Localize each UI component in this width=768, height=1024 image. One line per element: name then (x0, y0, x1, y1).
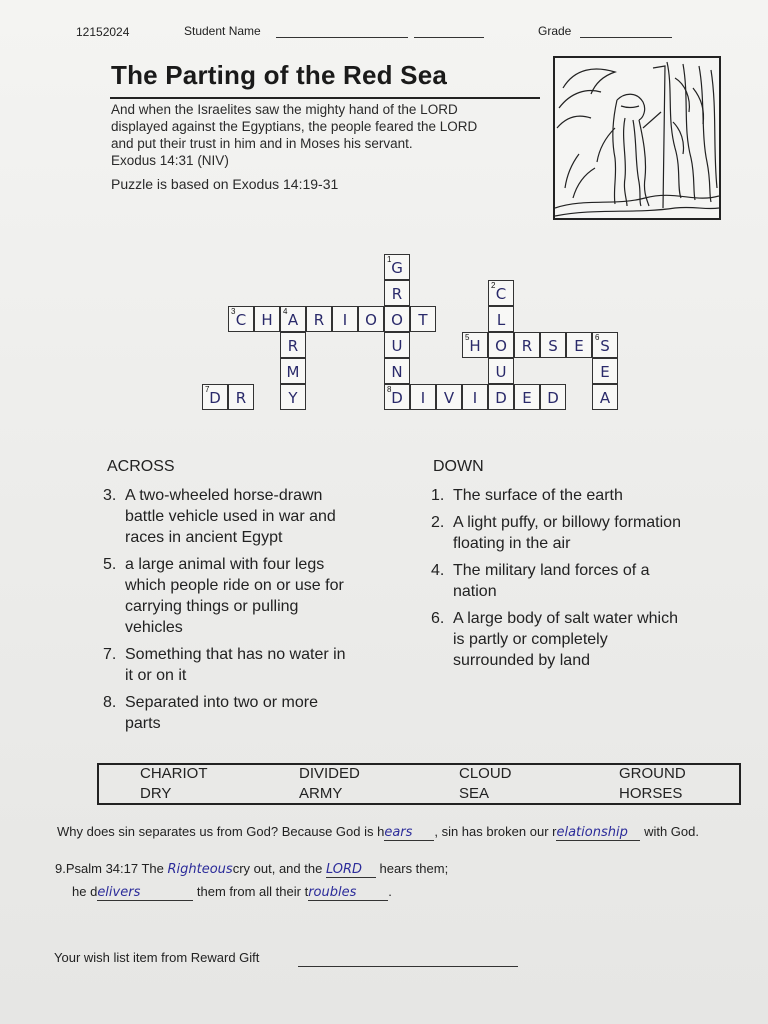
psalm-line-2 (72, 884, 392, 901)
clue-text: floating in the air (453, 535, 571, 552)
clue-text: races in ancient Egypt (125, 529, 283, 546)
student-name-blank-2[interactable] (414, 37, 484, 38)
crossword-cell[interactable] (488, 306, 514, 332)
clue-number: 8. (103, 694, 117, 711)
crossword-cell-letter: I (420, 389, 426, 407)
clue-number: 7. (103, 646, 117, 663)
crossword-cell-letter: E (522, 389, 532, 407)
crossword-cell-letter: I (472, 389, 478, 407)
word-bank-item: DIVIDED (299, 765, 360, 782)
crossword-cell-number: 1 (387, 255, 392, 264)
down-heading: DOWN (433, 458, 484, 475)
word-bank-item: DRY (140, 785, 172, 802)
student-name-label: Student Name (184, 24, 261, 38)
puzzle-basis: Puzzle is based on Exodus 14:19-31 (111, 176, 339, 192)
crossword-cell[interactable] (228, 384, 254, 410)
answer-delivers[interactable]: elivers (97, 885, 193, 901)
clue-text: carrying things or pulling (125, 598, 299, 615)
psalm-text-6: . (388, 884, 392, 899)
grade-label: Grade (538, 24, 572, 38)
crossword-cell[interactable] (280, 332, 306, 358)
clue-text: surrounded by land (453, 652, 590, 669)
question-text-2: , sin has broken our r (434, 824, 557, 839)
grade-blank[interactable] (580, 37, 672, 38)
crossword-cell[interactable] (540, 384, 566, 410)
clue-number: 6. (431, 610, 445, 627)
clue-text: vehicles (125, 619, 183, 636)
crossword-cell[interactable] (332, 306, 358, 332)
crossword-cell-number: 6 (595, 333, 600, 342)
clue-text: A large body of salt water which (453, 610, 679, 627)
crossword-cell[interactable] (566, 332, 592, 358)
crossword-cell-number: 5 (465, 333, 470, 342)
across-clue (103, 485, 336, 548)
word-bank-item: GROUND (619, 765, 686, 782)
crossword-cell-letter: O (495, 337, 507, 355)
crossword-cell-letter: R (391, 285, 403, 303)
answer-righteous[interactable]: Righteous (167, 862, 233, 877)
crossword-cell[interactable] (306, 306, 332, 332)
clue-text: A light puffy, or billowy formation (453, 514, 681, 531)
question-text-1: Why does sin separates us from God? Because God is h (57, 824, 385, 839)
crossword-cell-letter: O (365, 311, 377, 329)
down-clue (431, 608, 678, 671)
crossword-cell[interactable] (384, 332, 410, 358)
crossword-cell[interactable] (384, 306, 410, 332)
sin-question (57, 824, 699, 841)
crossword-cell-letter: A (287, 311, 299, 329)
crossword-cell[interactable] (514, 332, 540, 358)
clue-text: battle vehicle used in war and (125, 508, 336, 525)
crossword-cell-number: 8 (387, 385, 392, 394)
crossword-cell[interactable] (592, 332, 618, 358)
crossword-cell[interactable] (592, 384, 618, 410)
clue-text: A two-wheeled horse-drawn (125, 487, 323, 504)
psalm-text-1: 9.Psalm 34:17 The (55, 861, 168, 876)
clue-text: parts (125, 715, 161, 732)
clue-text: The military land forces of a (453, 562, 650, 579)
crossword-cell-letter: C (235, 311, 247, 329)
crossword-cell-number: 2 (491, 281, 496, 290)
crossword-cell-letter: R (287, 337, 299, 355)
crossword-cell-letter: A (599, 389, 611, 407)
down-clue (431, 512, 681, 554)
crossword-cell[interactable] (488, 358, 514, 384)
clue-text: The surface of the earth (453, 487, 623, 504)
crossword-cell[interactable] (462, 384, 488, 410)
crossword-cell-number: 4 (283, 307, 288, 316)
clue-text: which people ride on or use for (125, 577, 344, 594)
crossword-cell[interactable] (514, 384, 540, 410)
crossword-cell-letter: V (443, 389, 455, 407)
word-bank-item: CLOUD (459, 765, 512, 782)
crossword-cell[interactable] (488, 280, 514, 306)
crossword-cell-letter: R (521, 337, 533, 355)
crossword-cell-letter: Y (288, 389, 298, 407)
crossword-cell-letter: M (286, 363, 300, 381)
crossword-cell-letter: H (469, 337, 481, 355)
crossword-cell-letter: L (496, 311, 506, 329)
page-title: The Parting of the Red Sea (111, 60, 448, 90)
clue-number: 1. (431, 487, 445, 504)
clue-number: 5. (103, 556, 117, 573)
clue-text: it or on it (125, 667, 187, 684)
crossword-cell[interactable] (228, 306, 254, 332)
crossword-cell-letter: S (600, 337, 610, 355)
crossword-cell-letter: E (574, 337, 584, 355)
crossword-cell-number: 3 (231, 307, 236, 316)
crossword-cell-letter: E (600, 363, 610, 381)
crossword-cell[interactable] (540, 332, 566, 358)
psalm-text-4: he d (72, 884, 98, 899)
crossword-cell-letter: I (342, 311, 348, 329)
crossword-cell-letter: C (495, 285, 507, 303)
psalm-text-2: cry out, and the (232, 861, 326, 876)
crossword-cell-letter: D (495, 389, 507, 407)
crossword-cell-letter: H (261, 311, 273, 329)
clue-number: 2. (431, 514, 445, 531)
clue-text: Something that has no water in (125, 646, 346, 663)
down-clue (431, 560, 650, 602)
clue-number: 3. (103, 487, 117, 504)
word-bank-item: ARMY (299, 785, 343, 802)
psalm-text-5: them from all their t (193, 884, 309, 899)
crossword-cell[interactable] (202, 384, 228, 410)
crossword-cell-letter: U (495, 363, 507, 381)
crossword-cell-letter: D (547, 389, 559, 407)
answer-ears[interactable]: ears (384, 825, 434, 841)
crossword-cell[interactable] (280, 306, 306, 332)
verse-line-3: and put their trust in him and in Moses his servant. (111, 136, 413, 151)
crossword-cell-letter: U (391, 337, 403, 355)
crossword-cell[interactable] (384, 358, 410, 384)
crossword-cell[interactable] (462, 332, 488, 358)
crossword-cell-letter: T (418, 311, 428, 329)
worksheet-id: 12152024 (76, 25, 130, 39)
question-text-3: with God. (640, 824, 699, 839)
answer-relationship[interactable]: elationship (556, 825, 640, 841)
crossword-cell-letter: S (548, 337, 558, 355)
word-bank-item: CHARIOT (140, 765, 208, 782)
wish-list-blank[interactable] (298, 966, 518, 967)
answer-lord[interactable]: LORD (326, 862, 376, 878)
clue-text: Separated into two or more (125, 694, 318, 711)
crossword-cell-letter: R (313, 311, 325, 329)
verse-line-2: displayed against the Egyptians, the people feared the LORD (111, 119, 478, 134)
across-clue (103, 692, 318, 734)
answer-troubles[interactable]: roubles (308, 885, 388, 901)
crossword-cell-letter: R (235, 389, 247, 407)
crossword-cell-letter: N (391, 363, 403, 381)
clue-number: 4. (431, 562, 445, 579)
word-bank (97, 763, 741, 805)
crossword-cell[interactable] (410, 306, 436, 332)
across-clue (103, 554, 344, 638)
crossword-cell[interactable] (280, 358, 306, 384)
crossword-cell-letter: D (391, 389, 403, 407)
student-name-blank[interactable] (276, 37, 408, 38)
verse-reference: Exodus 14:31 (NIV) (111, 153, 229, 168)
across-heading: ACROSS (107, 458, 175, 475)
clue-text: a large animal with four legs (125, 556, 325, 573)
word-bank-item: SEA (459, 785, 490, 802)
crossword-cell[interactable] (384, 384, 410, 410)
crossword-cell[interactable] (410, 384, 436, 410)
crossword-cell[interactable] (488, 384, 514, 410)
crossword-cell[interactable] (384, 254, 410, 280)
title-divider (110, 97, 540, 99)
word-bank-item: HORSES (619, 785, 683, 802)
down-clue (431, 485, 623, 506)
psalm-text-3: hears them; (375, 861, 449, 876)
crossword-cell[interactable] (358, 306, 384, 332)
crossword-cell-letter: O (391, 311, 403, 329)
crossword-cell-number: 7 (205, 385, 210, 394)
across-clue (103, 644, 346, 686)
crossword-cell-letter: G (391, 259, 403, 277)
crossword-cell[interactable] (592, 358, 618, 384)
wish-list-label: Your wish list item from Reward Gift (54, 950, 260, 965)
clue-text: nation (453, 583, 497, 600)
crossword-cell[interactable] (280, 384, 306, 410)
crossword-cell[interactable] (488, 332, 514, 358)
crossword-cell[interactable] (436, 384, 462, 410)
moses-parting-sea-illustration (553, 56, 721, 220)
crossword-cell[interactable] (384, 280, 410, 306)
psalm-line-1 (55, 861, 448, 878)
crossword-cell[interactable] (254, 306, 280, 332)
crossword-cell-letter: D (209, 389, 221, 407)
verse-line-1: And when the Israelites saw the mighty hand of the LORD (111, 102, 458, 117)
clue-text: is partly or completely (453, 631, 608, 648)
